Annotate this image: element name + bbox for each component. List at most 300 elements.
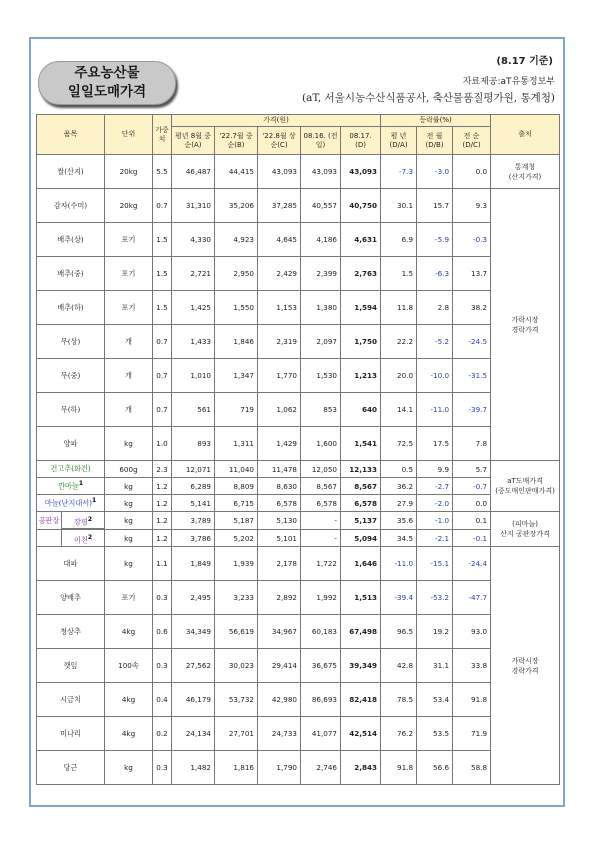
unit-cell: kg	[105, 530, 153, 547]
rate-ra-cell: 0.5	[381, 461, 417, 478]
rate-ra-cell: -7.3	[381, 155, 417, 189]
weight-cell: 1.1	[153, 547, 172, 581]
rate-rb-cell: -6.3	[417, 257, 453, 291]
col-price-d: 08.17. (D)	[341, 127, 381, 155]
rate-ra-cell: 20.0	[381, 359, 417, 393]
price-d-cell: 1,646	[341, 547, 381, 581]
rate-ra-cell: 35.6	[381, 512, 417, 530]
price-prev-cell: 86,693	[301, 683, 341, 717]
weight-cell: 0.7	[153, 393, 172, 427]
rate-rc-cell: 38.2	[453, 291, 491, 325]
price-a-cell: 3,786	[172, 530, 215, 547]
price-prev-cell: 2,399	[301, 257, 341, 291]
rate-rb-cell: -5.9	[417, 223, 453, 257]
table-body	[37, 155, 560, 785]
price-b-cell: 44,415	[215, 155, 258, 189]
rate-rc-cell: 93.0	[453, 615, 491, 649]
rate-rb-cell: -2.0	[417, 495, 453, 512]
rate-rc-cell: -47.7	[453, 581, 491, 615]
item-name	[37, 751, 105, 785]
price-b-cell: 3,233	[215, 581, 258, 615]
weight-cell: 0.2	[153, 717, 172, 751]
table-row	[37, 189, 560, 223]
item-label: 무(상)	[60, 336, 81, 346]
item-name	[37, 223, 105, 257]
rate-rc-cell: 71.9	[453, 717, 491, 751]
table-row	[37, 530, 560, 547]
table-row	[37, 291, 560, 325]
rate-ra-cell: 96.5	[381, 615, 417, 649]
price-a-cell: 46,487	[172, 155, 215, 189]
item-label: 깐마늘	[57, 481, 79, 491]
price-d-cell: 6,578	[341, 495, 381, 512]
price-a-cell: 12,071	[172, 461, 215, 478]
price-prev-cell: 2,746	[301, 751, 341, 785]
table-row	[37, 461, 560, 478]
rate-rc-cell: -0.3	[453, 223, 491, 257]
price-prev-cell: 1,722	[301, 547, 341, 581]
item-label: 배추(상)	[57, 234, 84, 244]
unit-cell: kg	[105, 547, 153, 581]
table-row	[37, 257, 560, 291]
rate-ra-cell: 72.5	[381, 427, 417, 461]
rate-ra-cell: 36.2	[381, 478, 417, 495]
weight-cell: 2.3	[153, 461, 172, 478]
price-c-cell: 2,429	[258, 257, 301, 291]
price-b-cell: 8,809	[215, 478, 258, 495]
source-gongpanjang-line-1: (피마늘)	[512, 520, 538, 528]
col-rate-b: 전 월 (D/B)	[417, 127, 453, 155]
weight-cell: 0.6	[153, 615, 172, 649]
item-name	[37, 478, 105, 495]
footnote-marker: 1	[78, 480, 84, 488]
price-b-cell: 1,939	[215, 547, 258, 581]
rate-ra-cell: 11.8	[381, 291, 417, 325]
price-a-cell: 3,789	[172, 512, 215, 530]
item-name	[37, 717, 105, 751]
price-prev-cell: 1,600	[301, 427, 341, 461]
unit-cell: 4kg	[105, 717, 153, 751]
item-name	[37, 530, 105, 547]
rate-rc-cell: 0.0	[453, 155, 491, 189]
unit-cell: kg	[105, 495, 153, 512]
price-b-cell: 1,311	[215, 427, 258, 461]
weight-cell: 1.0	[153, 427, 172, 461]
rate-ra-cell: 30.1	[381, 189, 417, 223]
price-c-cell: 1,153	[258, 291, 301, 325]
table-row	[37, 223, 560, 257]
item-label: 이천	[73, 535, 88, 545]
table-row	[37, 581, 560, 615]
price-a-cell: 2,721	[172, 257, 215, 291]
unit-cell: 개	[105, 325, 153, 359]
price-prev-cell: -	[301, 530, 341, 547]
rate-rc-cell: 7.8	[453, 427, 491, 461]
price-c-cell: 37,285	[258, 189, 301, 223]
rate-rb-cell: -10.0	[417, 359, 453, 393]
table-row	[37, 512, 560, 530]
source-at-line-2: (중도매인판매가격)	[495, 487, 555, 495]
price-d-cell: 640	[341, 393, 381, 427]
item-name	[37, 393, 105, 427]
title-line-2: 일일도매가격	[67, 84, 147, 100]
rate-rb-cell: 56.6	[417, 751, 453, 785]
item-label: 배추(중)	[57, 268, 84, 278]
price-prev-cell: 1,992	[301, 581, 341, 615]
table-row	[37, 615, 560, 649]
price-a-cell: 24,134	[172, 717, 215, 751]
rate-rc-cell: -24.5	[453, 325, 491, 359]
item-label: 마늘(난지대서)	[44, 498, 93, 508]
item-label: 미나리	[60, 728, 81, 738]
price-b-cell: 30,023	[215, 649, 258, 683]
rate-rb-cell: 17.5	[417, 427, 453, 461]
rate-ra-cell: 1.5	[381, 257, 417, 291]
item-name	[37, 581, 105, 615]
table-row	[37, 427, 560, 461]
unit-cell: 20kg	[105, 155, 153, 189]
price-d-cell: 4,631	[341, 223, 381, 257]
price-c-cell: 1,770	[258, 359, 301, 393]
price-prev-cell: 8,567	[301, 478, 341, 495]
rate-rc-cell: -0.7	[453, 478, 491, 495]
price-prev-cell: 1,380	[301, 291, 341, 325]
rate-rb-cell: 15.7	[417, 189, 453, 223]
price-d-cell: 12,133	[341, 461, 381, 478]
rate-ra-cell: 42.8	[381, 649, 417, 683]
rate-rb-cell: -5.2	[417, 325, 453, 359]
price-d-cell: 82,418	[341, 683, 381, 717]
price-d-cell: 1,213	[341, 359, 381, 393]
table-row	[37, 751, 560, 785]
price-c-cell: 1,790	[258, 751, 301, 785]
price-prev-cell: 1,530	[301, 359, 341, 393]
item-name	[37, 461, 105, 478]
price-b-cell: 1,347	[215, 359, 258, 393]
table-row	[37, 649, 560, 683]
item-label: 무(중)	[60, 370, 81, 380]
rate-rb-cell: 19.2	[417, 615, 453, 649]
rate-ra-cell: 14.1	[381, 393, 417, 427]
price-a-cell: 1,010	[172, 359, 215, 393]
rate-rc-cell: 5.7	[453, 461, 491, 478]
rate-rc-cell: -0.1	[453, 530, 491, 547]
price-b-cell: 1,550	[215, 291, 258, 325]
price-b-cell: 719	[215, 393, 258, 427]
price-c-cell: 42,980	[258, 683, 301, 717]
rate-rc-cell: 0.0	[453, 495, 491, 512]
price-a-cell: 1,433	[172, 325, 215, 359]
data-sources: (aT, 서울시농수산식품공사, 축산물품질평가원, 통계청)	[302, 92, 555, 104]
item-name	[37, 257, 105, 291]
col-price-b: '22.7월 중순(B)	[215, 127, 258, 155]
item-name	[37, 649, 105, 683]
price-b-cell: 53,732	[215, 683, 258, 717]
unit-cell: 포기	[105, 291, 153, 325]
table-row	[37, 359, 560, 393]
item-name	[37, 495, 105, 512]
table-row	[37, 495, 560, 512]
item-label: 대파	[63, 558, 78, 568]
price-prev-cell: -	[301, 512, 341, 530]
source-garak-2	[491, 547, 560, 785]
weight-cell: 0.3	[153, 581, 172, 615]
data-provider: 자료제공:aT유통정보부	[462, 77, 555, 87]
unit-cell: 개	[105, 359, 153, 393]
price-a-cell: 46,179	[172, 683, 215, 717]
price-d-cell: 43,093	[341, 155, 381, 189]
item-name	[37, 427, 105, 461]
unit-cell: kg	[105, 478, 153, 495]
item-label: 무(하)	[60, 404, 81, 414]
table-row	[37, 325, 560, 359]
rate-rc-cell: 33.8	[453, 649, 491, 683]
price-a-cell: 31,310	[172, 189, 215, 223]
unit-cell: 4kg	[105, 615, 153, 649]
source-gongpanjang	[491, 512, 560, 547]
unit-cell: 4kg	[105, 683, 153, 717]
price-c-cell: 5,101	[258, 530, 301, 547]
item-name	[37, 615, 105, 649]
price-b-cell: 56,619	[215, 615, 258, 649]
rate-ra-cell: 6.9	[381, 223, 417, 257]
rate-rc-cell: -31.5	[453, 359, 491, 393]
col-item: 품목	[37, 115, 105, 155]
source-garak-2-line-2: 경락가격	[511, 666, 539, 675]
price-c-cell: 34,967	[258, 615, 301, 649]
source-stats	[491, 155, 560, 189]
rate-ra-cell: 76.2	[381, 717, 417, 751]
col-price-group: 가격(원)	[172, 115, 381, 127]
item-name	[37, 325, 105, 359]
source-garak-1-line-1: 가락시장	[511, 315, 539, 324]
price-c-cell: 5,130	[258, 512, 301, 530]
col-source: 출처	[491, 115, 560, 155]
item-name	[37, 359, 105, 393]
unit-cell: 포기	[105, 257, 153, 291]
price-b-cell: 6,715	[215, 495, 258, 512]
table-row	[37, 547, 560, 581]
weight-cell: 0.7	[153, 325, 172, 359]
price-prev-cell: 36,675	[301, 649, 341, 683]
col-weight: 가중치	[153, 115, 172, 155]
item-label: 청상추	[60, 626, 81, 636]
price-prev-cell: 43,093	[301, 155, 341, 189]
weight-cell: 1.2	[153, 530, 172, 547]
rate-rc-cell: 91.8	[453, 683, 491, 717]
title-line-1: 주요농산물	[74, 65, 140, 81]
unit-cell: 포기	[105, 223, 153, 257]
rate-ra-cell: -39.4	[381, 581, 417, 615]
unit-cell: kg	[105, 512, 153, 530]
price-prev-cell: 41,077	[301, 717, 341, 751]
price-d-cell: 39,349	[341, 649, 381, 683]
rate-ra-cell: 78.5	[381, 683, 417, 717]
footnote-marker: 1	[92, 497, 97, 505]
price-b-cell: 4,923	[215, 223, 258, 257]
price-a-cell: 561	[172, 393, 215, 427]
price-table	[36, 114, 560, 785]
rate-rc-cell: 13.7	[453, 257, 491, 291]
weight-cell: 1.2	[153, 495, 172, 512]
item-name	[37, 512, 105, 530]
rate-ra-cell: 91.8	[381, 751, 417, 785]
source-garak-2-line-1: 가락시장	[511, 656, 539, 665]
price-d-cell: 5,137	[341, 512, 381, 530]
col-rate-group: 등락률(%)	[381, 115, 491, 127]
price-b-cell: 2,950	[215, 257, 258, 291]
rate-rb-cell: 31.1	[417, 649, 453, 683]
unit-cell: 20kg	[105, 189, 153, 223]
weight-cell: 1.2	[153, 478, 172, 495]
weight-cell: 0.7	[153, 189, 172, 223]
price-a-cell: 6,289	[172, 478, 215, 495]
weight-cell: 1.5	[153, 223, 172, 257]
item-label: 시금치	[60, 694, 81, 704]
rate-rc-cell: 9.3	[453, 189, 491, 223]
rate-rb-cell: -1.0	[417, 512, 453, 530]
unit-cell: 100속	[105, 649, 153, 683]
price-d-cell: 2,763	[341, 257, 381, 291]
weight-cell: 0.4	[153, 683, 172, 717]
price-d-cell: 67,498	[341, 615, 381, 649]
item-label: 깻잎	[63, 660, 78, 670]
price-c-cell: 1,429	[258, 427, 301, 461]
price-a-cell: 27,562	[172, 649, 215, 683]
price-c-cell: 4,645	[258, 223, 301, 257]
price-b-cell: 35,206	[215, 189, 258, 223]
source-at-line-1: aT도매가격	[507, 477, 543, 485]
rate-rb-cell: -2.7	[417, 478, 453, 495]
table-row	[37, 717, 560, 751]
source-garak-1-line-2: 경락가격	[511, 325, 539, 334]
unit-cell: kg	[105, 751, 153, 785]
rate-rc-cell: -24.4	[453, 547, 491, 581]
price-a-cell: 4,330	[172, 223, 215, 257]
price-c-cell: 2,892	[258, 581, 301, 615]
rate-rb-cell: 53.5	[417, 717, 453, 751]
unit-cell: 600g	[105, 461, 153, 478]
unit-cell: 포기	[105, 581, 153, 615]
price-b-cell: 11,040	[215, 461, 258, 478]
weight-cell: 0.3	[153, 751, 172, 785]
price-c-cell: 8,630	[258, 478, 301, 495]
basis-date: (8.17 기준)	[496, 56, 553, 67]
col-price-prev: 08.16. (전일)	[301, 127, 341, 155]
col-rate-a: 평 년 (D/A)	[381, 127, 417, 155]
rate-rc-cell: 0.1	[453, 512, 491, 530]
item-name	[37, 155, 105, 189]
price-a-cell: 893	[172, 427, 215, 461]
weight-cell: 0.3	[153, 649, 172, 683]
price-prev-cell: 40,557	[301, 189, 341, 223]
source-at	[491, 461, 560, 512]
price-prev-cell: 60,183	[301, 615, 341, 649]
price-b-cell: 5,202	[215, 530, 258, 547]
col-price-a: 평년 8월 중순(A)	[172, 127, 215, 155]
rate-rc-cell: 58.8	[453, 751, 491, 785]
item-name	[37, 683, 105, 717]
rate-ra-cell: 22.2	[381, 325, 417, 359]
price-d-cell: 5,094	[341, 530, 381, 547]
rate-rb-cell: -2.1	[417, 530, 453, 547]
item-label: 쌀(산지)	[57, 166, 84, 176]
weight-cell: 0.7	[153, 359, 172, 393]
rate-rc-cell: -39.7	[453, 393, 491, 427]
price-d-cell: 1,513	[341, 581, 381, 615]
rate-rb-cell: 53.4	[417, 683, 453, 717]
price-c-cell: 2,319	[258, 325, 301, 359]
rate-rb-cell: -53.2	[417, 581, 453, 615]
price-prev-cell: 6,578	[301, 495, 341, 512]
price-prev-cell: 12,050	[301, 461, 341, 478]
rate-rb-cell: 9.9	[417, 461, 453, 478]
price-b-cell: 27,701	[215, 717, 258, 751]
price-prev-cell: 2,097	[301, 325, 341, 359]
footnote-marker: 2	[87, 534, 93, 541]
rate-rb-cell: -11.0	[417, 393, 453, 427]
price-c-cell: 24,733	[258, 717, 301, 751]
price-d-cell: 8,567	[341, 478, 381, 495]
unit-cell: kg	[105, 427, 153, 461]
price-d-cell: 40,750	[341, 189, 381, 223]
price-c-cell: 6,578	[258, 495, 301, 512]
col-unit: 단위	[105, 115, 153, 155]
rate-rb-cell: -3.0	[417, 155, 453, 189]
table-row	[37, 155, 560, 189]
unit-cell: 개	[105, 393, 153, 427]
rate-ra-cell: -11.0	[381, 547, 417, 581]
rate-rb-cell: 2.8	[417, 291, 453, 325]
item-name	[37, 547, 105, 581]
price-a-cell: 2,495	[172, 581, 215, 615]
price-a-cell: 1,425	[172, 291, 215, 325]
price-d-cell: 1,594	[341, 291, 381, 325]
item-label: 배추(하)	[57, 302, 84, 312]
item-name	[37, 189, 105, 223]
price-b-cell: 1,816	[215, 751, 258, 785]
price-d-cell: 42,514	[341, 717, 381, 751]
col-rate-c: 전 순 (D/C)	[453, 127, 491, 155]
price-a-cell: 1,849	[172, 547, 215, 581]
item-label: 당근	[63, 762, 78, 772]
item-name	[37, 291, 105, 325]
price-c-cell: 11,478	[258, 461, 301, 478]
source-stats-line-1: 통계청	[514, 162, 536, 171]
price-c-cell: 2,178	[258, 547, 301, 581]
weight-cell: 1.2	[153, 512, 172, 530]
price-prev-cell: 4,186	[301, 223, 341, 257]
footnote-marker: 2	[87, 516, 93, 523]
source-stats-line-2: (산지가격)	[508, 172, 542, 181]
price-a-cell: 5,141	[172, 495, 215, 512]
item-label: 감자(수미)	[53, 200, 88, 210]
price-d-cell: 1,541	[341, 427, 381, 461]
item-label: 양파	[63, 438, 78, 448]
table-row	[37, 393, 560, 427]
price-c-cell: 43,093	[258, 155, 301, 189]
weight-cell: 1.5	[153, 257, 172, 291]
price-a-cell: 1,482	[172, 751, 215, 785]
col-price-c: '22.8월 상순(C)	[258, 127, 301, 155]
price-c-cell: 29,414	[258, 649, 301, 683]
price-prev-cell: 853	[301, 393, 341, 427]
source-gongpanjang-line-2: 산지 공판장가격	[500, 530, 550, 538]
rate-rb-cell: -15.1	[417, 547, 453, 581]
title-badge	[38, 61, 176, 105]
price-b-cell: 5,187	[215, 512, 258, 530]
weight-cell: 1.5	[153, 291, 172, 325]
